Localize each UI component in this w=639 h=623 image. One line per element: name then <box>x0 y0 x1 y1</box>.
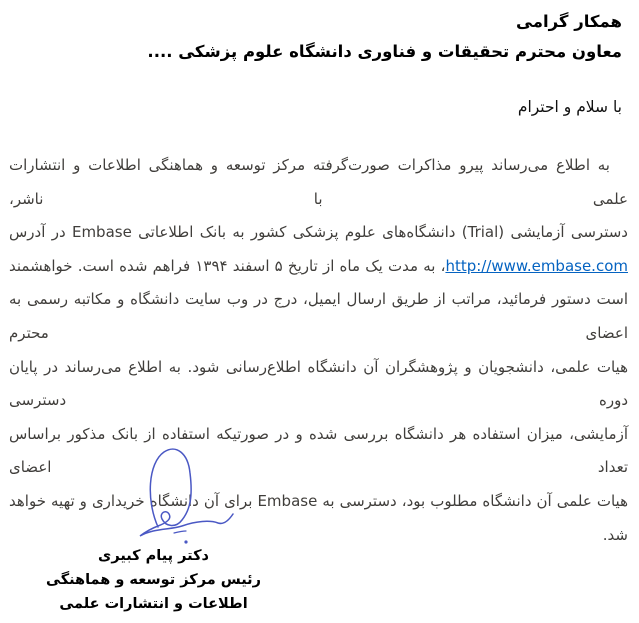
body-line-1: به اطلاع می‌رساند پیرو مذاکرات صورت‌گرفته مرکز توسعه و هماهنگی اطلاعات و انتشارات علمی با ناشر، <box>9 156 628 208</box>
recipient-line: معاون محترم تحقیقات و فناوری دانشگاه علوم پزشکی .... <box>147 42 622 61</box>
body-line-2: دسترسی آزمایشی (Trial) دانشگاه‌های علوم پزشکی کشور به بانک اطلاعاتی Embase در آدرس <box>9 223 628 242</box>
signature-block <box>46 544 261 616</box>
body-line-3-text: ، به مدت یک ماه از تاریخ ۵ اسفند ۱۳۹۴ فراهم شده است. خواهشمند <box>9 256 446 275</box>
salutation-line: با سلام و احترام <box>517 98 622 116</box>
signatory-title-line-1: رئیس مرکز توسعه و هماهنگی <box>46 572 261 588</box>
body-line-5: هیات علمی، دانشجویان و پژوهشگران آن دانشگاه اطلاع‌رسانی شود. به اطلاع می‌رساند در پایان دوره دسترسی <box>9 357 628 410</box>
body-line-6: آزمایشی، میزان استفاده هر دانشگاه بررسی شده و در صورتیکه استفاده از بانک مذکور براساس تعداد اعضای <box>9 424 628 477</box>
body-line-3 <box>9 250 628 284</box>
body-line-7: هیات علمی آن دانشگاه مطلوب بود، دسترسی به Embase برای آن دانشگاه خریداری و تهیه خواهد شد. <box>9 491 628 544</box>
signatory-title-line-2: اطلاعات و انتشارات علمی <box>59 596 248 612</box>
embase-url-link[interactable]: http://www.embase.com <box>445 256 628 275</box>
signature-dash <box>174 531 186 533</box>
signatory-name: دکتر پیام کبیری <box>98 548 209 564</box>
greeting-line: همکار گرامی <box>516 12 622 31</box>
letter-header <box>10 7 622 67</box>
body-line-4: است دستور فرمائید، مراتب از طریق ارسال ایمیل، درج در وب سایت دانشگاه و مکاتبه رسمی به اعضای محترم <box>9 290 628 342</box>
signature-stroke <box>140 449 233 536</box>
letter-body <box>9 149 628 552</box>
handwritten-signature-icon <box>126 443 238 545</box>
